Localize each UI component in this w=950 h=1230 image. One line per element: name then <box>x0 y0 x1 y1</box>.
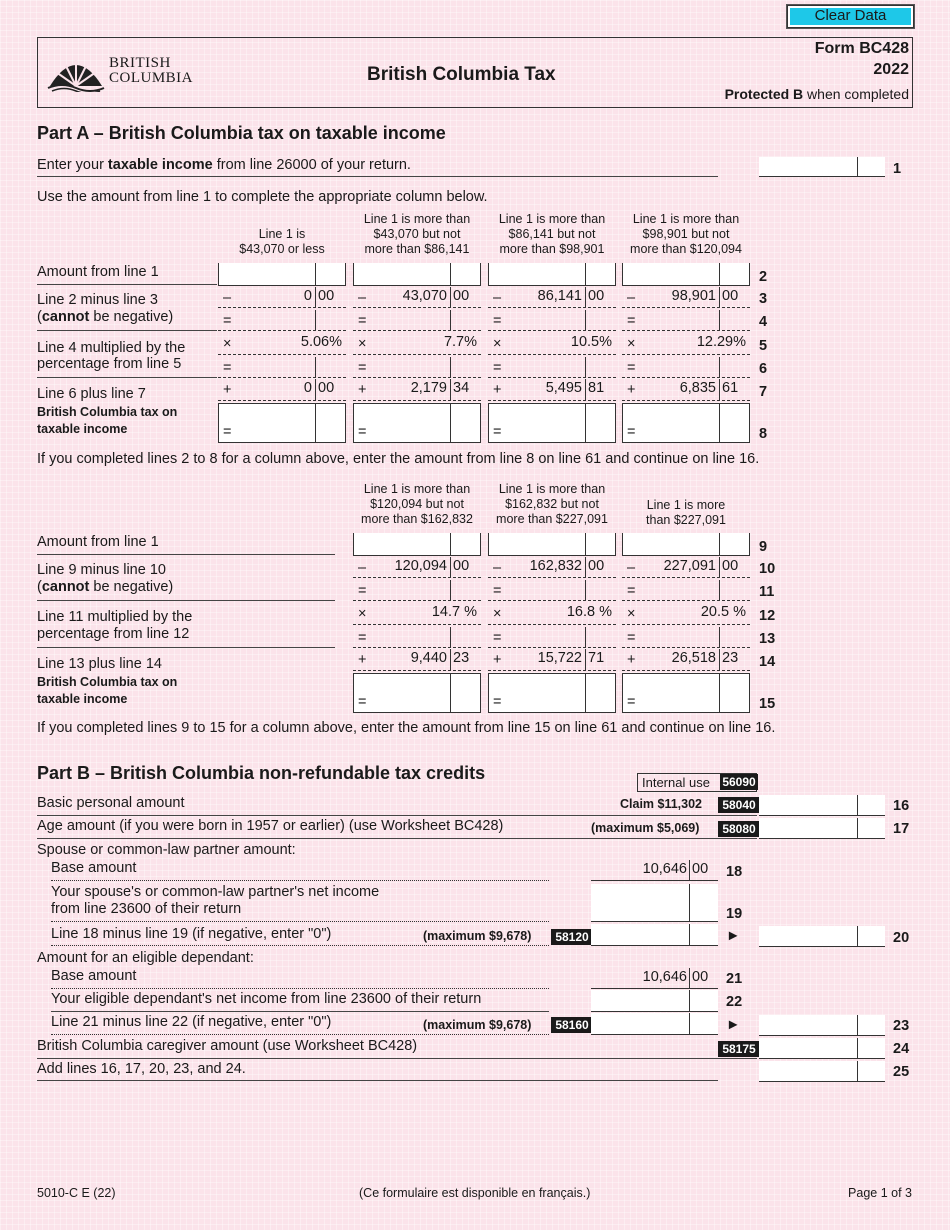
row-label-mult-4: percentage from line 12 <box>37 626 190 642</box>
age-max-label: (maximum $5,069) <box>591 821 700 835</box>
equals-sign: = <box>493 360 502 376</box>
divider <box>37 815 757 816</box>
plus-sign: + <box>493 652 502 668</box>
row-label-minus: Line 2 minus line 3 <box>37 292 158 308</box>
minus-sign: – <box>358 560 367 576</box>
row-label-amount-2: Amount from line 1 <box>37 534 159 550</box>
cents-divider <box>719 649 720 671</box>
minus-sign: – <box>358 290 367 306</box>
line-number-21: 21 <box>726 971 743 987</box>
line-number: 9 <box>759 539 768 555</box>
code-58160: 58160 <box>551 1017 593 1033</box>
dollar-value: 6,835 <box>679 380 716 396</box>
line-number-17: 17 <box>893 821 910 837</box>
line-number-16: 16 <box>893 798 910 814</box>
cents-divider <box>585 310 586 331</box>
line1-input[interactable] <box>759 157 885 177</box>
cents-divider <box>719 673 720 713</box>
bc-logo-sun-icon <box>46 50 106 92</box>
column-header-6: Line 1 is more than $162,832 but not more than $227,091 <box>496 482 608 526</box>
calc-field[interactable] <box>622 627 750 648</box>
cents-value: 23 <box>453 650 470 666</box>
line23-input[interactable] <box>759 1015 885 1036</box>
cents-divider <box>719 533 720 556</box>
line-number-25: 25 <box>893 1064 910 1080</box>
note-line15: If you completed lines 9 to 15 for a column above, enter the amount from line 15 on line 61 and continue on line 16. <box>37 720 776 736</box>
cents-divider <box>450 379 451 401</box>
cents-value: 00 <box>722 288 739 304</box>
cents-divider <box>585 403 586 443</box>
line-number: 10 <box>759 561 776 577</box>
row-label-minus-2: Line 9 minus line 10 <box>37 562 166 578</box>
equals-sign: = <box>223 360 232 376</box>
line-number: 14 <box>759 654 776 670</box>
cents-divider <box>315 310 316 331</box>
amount-input[interactable] <box>218 403 346 443</box>
column-header-5: Line 1 is more than $120,094 but not more than $162,832 <box>361 482 473 526</box>
equals-sign: = <box>493 630 502 646</box>
calc-field[interactable] <box>622 357 750 378</box>
line-number: 5 <box>759 338 768 354</box>
line-number-20: 20 <box>893 930 910 946</box>
divider <box>37 176 718 177</box>
row-label-tax-3: British Columbia tax on <box>37 675 178 689</box>
cents-divider <box>585 357 586 378</box>
calc-field[interactable] <box>218 310 346 331</box>
equals-sign: = <box>358 630 367 646</box>
cents-divider <box>719 310 720 331</box>
cents-divider <box>689 860 690 881</box>
row-label-tax-4: taxable income <box>37 692 128 706</box>
row-label-tax-2: taxable income <box>37 422 128 436</box>
equals-sign: = <box>493 694 502 710</box>
line-number: 12 <box>759 608 776 624</box>
times-sign: × <box>627 606 636 622</box>
dollar-value: 120,094 <box>394 558 447 574</box>
dependant-label: Amount for an eligible dependant: <box>37 950 254 966</box>
dollar-value: 162,832 <box>529 558 582 574</box>
line-number-18: 18 <box>726 864 743 880</box>
cents-divider <box>315 403 316 443</box>
equals-sign: = <box>627 313 636 329</box>
divider <box>51 1011 549 1012</box>
dollar-value: 0 <box>303 380 312 396</box>
line25-input[interactable] <box>759 1061 885 1082</box>
basic-personal-label: Basic personal amount <box>37 795 185 811</box>
cents-divider <box>585 649 586 671</box>
line1-label: Enter your taxable income from line 26000 of your return. <box>37 157 411 173</box>
arrow-icon: ► <box>726 928 741 944</box>
line-number: 15 <box>759 696 776 712</box>
spouse-label: Spouse or common-law partner amount: <box>37 842 296 858</box>
row-label-amount: Amount from line 1 <box>37 264 159 280</box>
line18-cents: 00 <box>692 861 709 877</box>
divider <box>51 1034 549 1035</box>
row-label-tax: British Columbia tax on <box>37 405 178 419</box>
calc-field[interactable] <box>488 580 616 601</box>
line20-calc[interactable] <box>591 924 718 946</box>
minus-sign: – <box>627 290 636 306</box>
divider <box>37 1080 718 1081</box>
cents-divider <box>450 557 451 578</box>
dollar-value: 98,901 <box>671 288 716 304</box>
column-header-2: Line 1 is more than $43,070 but not more than $86,141 <box>363 212 471 256</box>
cents-divider <box>719 557 720 578</box>
line-number: 7 <box>759 384 768 400</box>
line24-input[interactable] <box>759 1038 885 1059</box>
cents-divider <box>689 968 690 989</box>
cents-divider <box>450 649 451 671</box>
equals-sign: = <box>358 360 367 376</box>
amount-input[interactable] <box>488 533 616 556</box>
code-58120: 58120 <box>551 929 593 945</box>
bc-logo-text-1: BRITISH <box>109 55 171 71</box>
dollar-value: 15,722 <box>537 650 582 666</box>
base-amount-label: Base amount <box>51 860 137 876</box>
times-sign: × <box>358 336 367 352</box>
line-number: 2 <box>759 269 768 285</box>
line20-input[interactable] <box>759 926 885 947</box>
dollar-value: 5,495 <box>545 380 582 396</box>
amount-input[interactable] <box>488 673 616 713</box>
calc-field[interactable] <box>488 627 616 648</box>
rate-value: 14.7 % <box>431 604 477 620</box>
code-58080: 58080 <box>718 821 760 837</box>
plus-sign: + <box>358 382 367 398</box>
form-year: 2022 <box>873 61 909 78</box>
cents-divider <box>585 627 586 648</box>
times-sign: × <box>358 606 367 622</box>
column-header-3: Line 1 is more than $86,141 but not more than $98,901 <box>498 212 606 256</box>
times-sign: × <box>493 606 502 622</box>
row-label-plus: Line 6 plus line 7 <box>37 386 146 402</box>
bc-logo-text-2: COLUMBIA <box>109 70 194 86</box>
cents-divider <box>689 924 690 946</box>
cents-divider <box>719 357 720 378</box>
calc-field[interactable] <box>353 310 481 331</box>
protected-label: Protected B when completed <box>724 86 909 102</box>
rate-value: 5.06% <box>300 334 342 350</box>
cents-divider <box>450 310 451 331</box>
dollar-value: 2,179 <box>410 380 447 396</box>
rate-value: 7.7% <box>443 334 477 350</box>
equals-sign: = <box>223 424 232 440</box>
dollar-value: 9,440 <box>410 650 447 666</box>
cents-divider <box>857 157 858 177</box>
cents-divider <box>450 357 451 378</box>
row-label-mult-2: percentage from line 5 <box>37 356 182 372</box>
divider <box>51 988 549 989</box>
divider <box>37 554 335 555</box>
cents-value: 00 <box>588 558 605 574</box>
amount-input[interactable] <box>622 533 750 556</box>
caregiver-label: British Columbia caregiver amount (use Worksheet BC428) <box>37 1038 418 1054</box>
row-label-minus-note-2: (cannot be negative) <box>37 579 174 595</box>
cents-divider <box>857 926 858 947</box>
line-number-1: 1 <box>893 161 902 177</box>
french-note: (Ce formulaire est disponible en français.) <box>359 1186 591 1200</box>
cents-divider <box>585 379 586 401</box>
cents-divider <box>719 287 720 308</box>
cents-divider <box>857 795 858 816</box>
divider <box>37 838 757 839</box>
cents-divider <box>857 818 858 839</box>
cents-divider <box>585 580 586 601</box>
form-code: 5010-C E (22) <box>37 1186 116 1200</box>
cents-divider <box>857 1061 858 1082</box>
calc-field[interactable] <box>353 580 481 601</box>
cents-divider <box>585 533 586 556</box>
age-amount-label: Age amount (if you were born in 1957 or earlier) (use Worksheet BC428) <box>37 818 504 834</box>
cents-divider <box>689 884 690 922</box>
amount-input[interactable] <box>622 403 750 443</box>
use-amount-text: Use the amount from line 1 to complete the appropriate column below. <box>37 189 488 205</box>
cents-divider <box>450 533 451 556</box>
code-58175: 58175 <box>718 1041 760 1057</box>
form-name: Form BC428 <box>814 40 909 57</box>
row-label-plus-2: Line 13 plus line 14 <box>37 656 162 672</box>
page-title: British Columbia Tax <box>367 64 556 85</box>
line21-minus-22-label: Line 21 minus line 22 (if negative, enter "0") <box>51 1014 332 1030</box>
column-header-1: Line 1 is $43,070 or less <box>239 227 325 256</box>
line16-input[interactable] <box>759 795 885 816</box>
cents-divider <box>585 557 586 578</box>
cents-value: 23 <box>722 650 739 666</box>
line18-dollars: 10,646 <box>642 861 687 877</box>
amount-input[interactable] <box>622 263 750 286</box>
amount-input[interactable] <box>488 263 616 286</box>
divider <box>37 377 217 378</box>
equals-sign: = <box>358 313 367 329</box>
dollar-value: 86,141 <box>537 288 582 304</box>
spouse-income-label-2: from line 23600 of their return <box>51 901 242 917</box>
cents-divider <box>585 287 586 308</box>
line-number-23: 23 <box>893 1018 910 1034</box>
divider <box>51 921 549 922</box>
divider <box>51 945 549 946</box>
minus-sign: – <box>223 290 232 306</box>
add-lines-label: Add lines 16, 17, 20, 23, and 24. <box>37 1061 246 1077</box>
line22-input[interactable] <box>591 990 718 1012</box>
amount-input[interactable] <box>353 263 481 286</box>
code-56090: 56090 <box>720 774 758 790</box>
line-number: 13 <box>759 631 776 647</box>
part-b-heading: Part B – British Columbia non-refundable tax credits <box>37 763 486 783</box>
cents-value: 00 <box>453 558 470 574</box>
rate-value: 10.5% <box>570 334 612 350</box>
rate-value: 20.5 % <box>700 604 746 620</box>
calc-field[interactable] <box>622 310 750 331</box>
cents-value: 81 <box>588 380 605 396</box>
line18-minus-19-label: Line 18 minus line 19 (if negative, enter "0") <box>51 926 332 942</box>
times-sign: × <box>223 336 232 352</box>
line-number: 3 <box>759 291 768 307</box>
note-line8: If you completed lines 2 to 8 for a column above, enter the amount from line 8 on line 61 and continue on line 16. <box>37 451 760 467</box>
cents-divider <box>450 403 451 443</box>
calc-field[interactable] <box>622 580 750 601</box>
column-header-4: Line 1 is more than $98,901 but not more than $120,094 <box>630 212 742 256</box>
amount-input[interactable] <box>353 673 481 713</box>
amount-input[interactable] <box>622 673 750 713</box>
cents-value: 00 <box>318 288 335 304</box>
equals-sign: = <box>627 630 636 646</box>
base-amount-label-2: Base amount <box>51 968 137 984</box>
column-header-7: Line 1 is more than $227,091 <box>646 498 726 527</box>
equals-sign: = <box>358 694 367 710</box>
line-number-24: 24 <box>893 1041 910 1057</box>
calc-field[interactable] <box>488 310 616 331</box>
equals-sign: = <box>493 424 502 440</box>
plus-sign: + <box>223 382 232 398</box>
amount-input[interactable] <box>218 263 346 286</box>
code-58040: 58040 <box>718 797 760 813</box>
calc-field[interactable] <box>353 357 481 378</box>
cents-divider <box>857 1038 858 1059</box>
divider <box>37 330 217 331</box>
equals-sign: = <box>627 583 636 599</box>
divider <box>37 284 217 285</box>
line-number: 8 <box>759 426 768 442</box>
cents-divider <box>719 379 720 401</box>
cents-divider <box>719 580 720 601</box>
times-sign: × <box>627 336 636 352</box>
cents-divider <box>719 263 720 286</box>
basic-claim-label: Claim $11,302 <box>620 797 703 811</box>
cents-divider <box>450 287 451 308</box>
amount-input[interactable] <box>488 403 616 443</box>
line17-input[interactable] <box>759 818 885 839</box>
plus-sign: + <box>358 652 367 668</box>
cents-divider <box>450 627 451 648</box>
line-number-22: 22 <box>726 994 743 1010</box>
cents-divider <box>585 673 586 713</box>
minus-sign: – <box>493 560 502 576</box>
equals-sign: = <box>627 694 636 710</box>
row-label-mult-3: Line 11 multiplied by the <box>37 609 193 625</box>
cents-value: 00 <box>588 288 605 304</box>
cents-divider <box>689 990 690 1012</box>
cents-value: 00 <box>722 558 739 574</box>
equals-sign: = <box>627 424 636 440</box>
dollar-value: 43,070 <box>402 288 447 304</box>
equals-sign: = <box>358 424 367 440</box>
max-9678-label-2: (maximum $9,678) <box>423 1018 532 1032</box>
divider <box>37 600 335 601</box>
amount-input[interactable] <box>353 533 481 556</box>
calc-field[interactable] <box>488 357 616 378</box>
line21-dollars: 10,646 <box>642 969 687 985</box>
minus-sign: – <box>493 290 502 306</box>
cents-divider <box>315 263 316 286</box>
line-number: 4 <box>759 314 768 330</box>
times-sign: × <box>493 336 502 352</box>
cents-value: 71 <box>588 650 605 666</box>
line-number: 11 <box>759 584 775 600</box>
divider <box>37 1058 757 1059</box>
max-9678-label: (maximum $9,678) <box>423 929 532 943</box>
dollar-value: 227,091 <box>663 558 716 574</box>
equals-sign: = <box>223 313 232 329</box>
part-a-heading: Part A – British Columbia tax on taxable income <box>37 123 446 143</box>
cents-divider <box>315 287 316 308</box>
plus-sign: + <box>627 652 636 668</box>
cents-divider <box>857 1015 858 1036</box>
equals-sign: = <box>493 583 502 599</box>
cents-value: 61 <box>722 380 739 396</box>
minus-sign: – <box>627 560 636 576</box>
line-number-19: 19 <box>726 906 743 922</box>
cents-divider <box>450 580 451 601</box>
amount-input[interactable] <box>353 403 481 443</box>
cents-value: 00 <box>453 288 470 304</box>
divider <box>51 880 549 881</box>
page-number: Page 1 of 3 <box>848 1186 912 1200</box>
dependant-income-label: Your eligible dependant's net income from line 23600 of their return <box>51 991 482 1007</box>
line21-cents: 00 <box>692 969 709 985</box>
equals-sign: = <box>358 583 367 599</box>
cents-divider <box>450 263 451 286</box>
plus-sign: + <box>627 382 636 398</box>
cents-divider <box>719 403 720 443</box>
equals-sign: = <box>493 313 502 329</box>
row-label-minus-note: (cannot be negative) <box>37 309 174 325</box>
line19-input[interactable] <box>591 884 718 922</box>
plus-sign: + <box>493 382 502 398</box>
cents-value: 34 <box>453 380 470 396</box>
cents-divider <box>450 673 451 713</box>
calc-field[interactable] <box>353 627 481 648</box>
line-number: 6 <box>759 361 768 377</box>
cents-divider <box>585 263 586 286</box>
dollar-value: 0 <box>303 288 312 304</box>
clear-data-button[interactable]: Clear Data <box>787 5 914 28</box>
cents-divider <box>689 1013 690 1035</box>
cents-value: 00 <box>318 380 335 396</box>
equals-sign: = <box>627 360 636 376</box>
line23-calc[interactable] <box>591 1013 718 1035</box>
rate-value: 12.29% <box>696 334 746 350</box>
spouse-income-label: Your spouse's or common-law partner's net income <box>51 884 380 900</box>
cents-divider <box>315 357 316 378</box>
divider <box>37 647 335 648</box>
row-label-mult: Line 4 multiplied by the <box>37 340 186 356</box>
rate-value: 16.8 % <box>566 604 612 620</box>
dollar-value: 26,518 <box>671 650 716 666</box>
calc-field[interactable] <box>218 357 346 378</box>
cents-divider <box>719 627 720 648</box>
cents-divider <box>315 379 316 401</box>
internal-use-box: Internal use <box>637 773 757 792</box>
arrow-icon: ► <box>726 1017 741 1033</box>
